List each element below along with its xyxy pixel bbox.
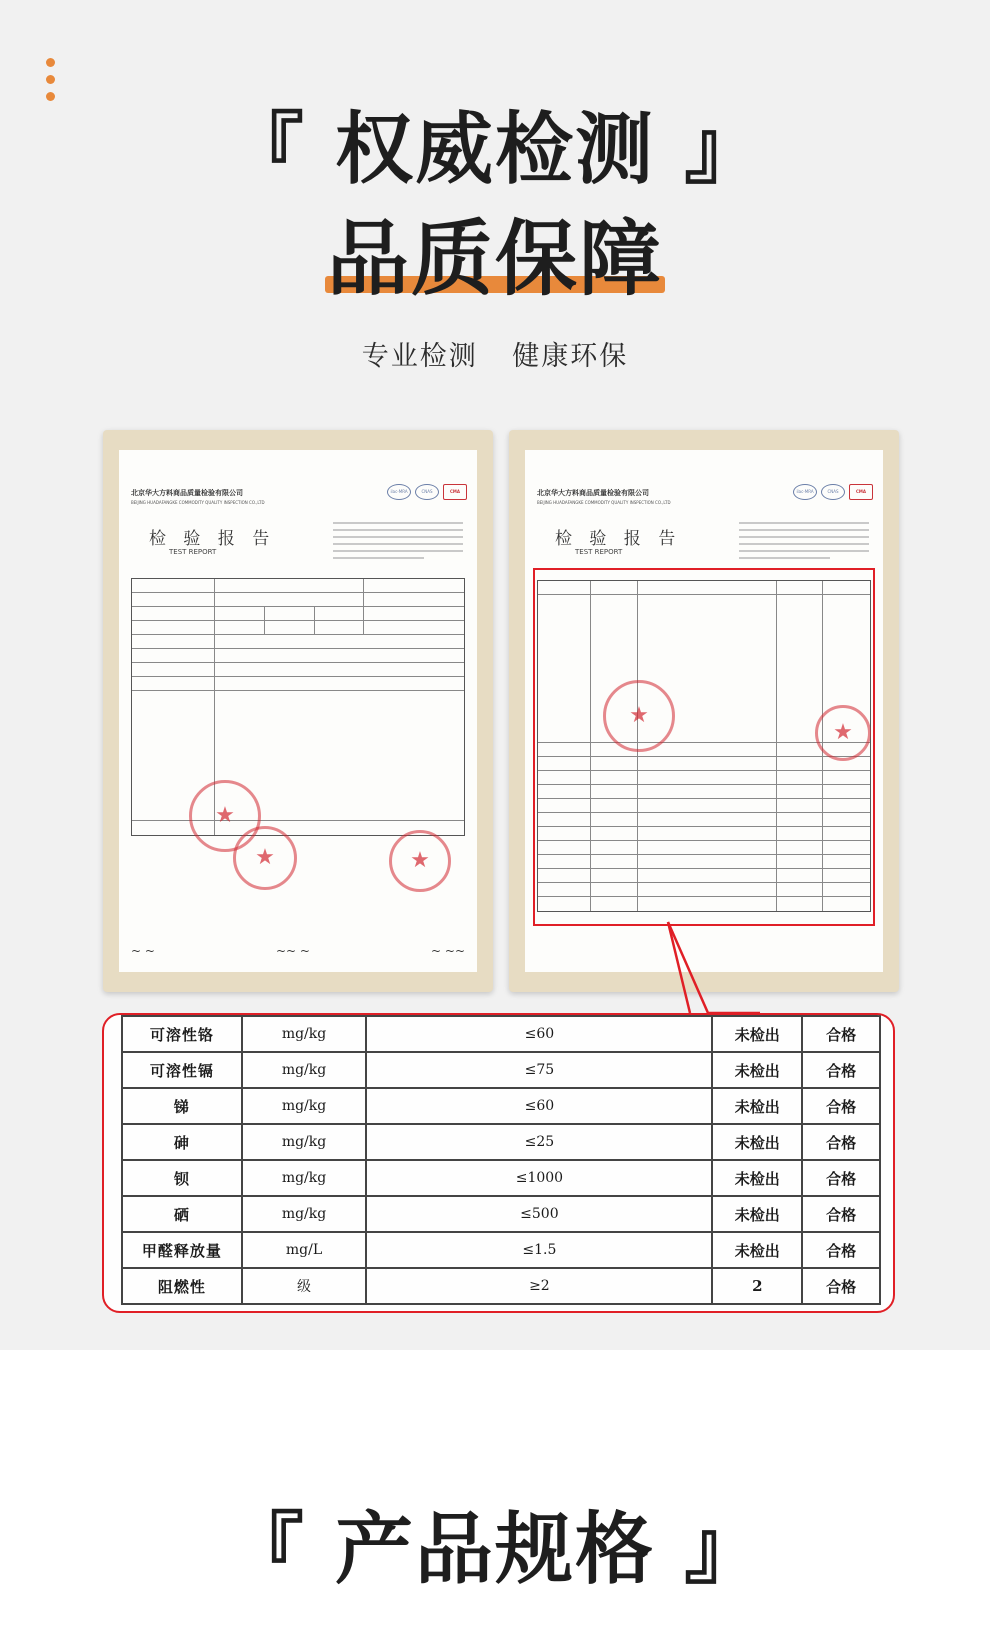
verdict-cell: 合格: [802, 1124, 880, 1160]
zoomed-results-panel: [102, 1013, 895, 1313]
report-summary-table: [131, 578, 465, 836]
result-cell: 未检出: [712, 1160, 802, 1196]
cnas-logo-icon: CNAS: [415, 484, 439, 500]
unit-cell: mg/kg: [242, 1196, 367, 1232]
table-row: [122, 1268, 880, 1304]
report-title: 检 验 报 告: [555, 529, 682, 549]
cnas-logo-icon: CNAS: [821, 484, 845, 500]
report-paper: [119, 450, 477, 972]
signature-icon: ~~ ~: [275, 944, 310, 958]
unit-cell: mg/L: [242, 1232, 367, 1268]
test-item-cell: 可溶性铬: [122, 1016, 242, 1052]
table-row: [122, 1088, 880, 1124]
zoomed-results-table: [121, 1015, 881, 1305]
result-cell: 未检出: [712, 1052, 802, 1088]
requirement-cell: ≤60: [366, 1016, 712, 1052]
test-item-cell: 甲醛释放量: [122, 1232, 242, 1268]
requirement-cell: ≤1.5: [366, 1232, 712, 1268]
verdict-cell: 合格: [802, 1268, 880, 1304]
table-row: [122, 1232, 880, 1268]
unit-cell: mg/kg: [242, 1160, 367, 1196]
ilac-logo-icon: ilac-MRA: [387, 484, 411, 500]
ilac-logo-icon: ilac-MRA: [793, 484, 817, 500]
result-cell: 未检出: [712, 1196, 802, 1232]
unit-cell: mg/kg: [242, 1052, 367, 1088]
report-title-en: TEST REPORT: [169, 548, 217, 556]
report-page-1-image: [103, 430, 493, 992]
verdict-cell: 合格: [802, 1196, 880, 1232]
certification-logos: [383, 484, 467, 500]
requirement-cell: ≤25: [366, 1124, 712, 1160]
unit-cell: mg/kg: [242, 1088, 367, 1124]
cma-logo-icon: CMA: [443, 484, 467, 500]
product-specs-title: 『 产品规格 』: [225, 1505, 765, 1595]
certification-logos: [789, 484, 873, 500]
report-page-3-image: [509, 430, 899, 992]
table-row: [122, 1016, 880, 1052]
signature-icon: ~ ~: [131, 944, 155, 958]
result-cell: 2: [712, 1268, 802, 1304]
official-seal-icon: ★: [603, 680, 675, 752]
verdict-cell: 合格: [802, 1088, 880, 1124]
test-item-cell: 锑: [122, 1088, 242, 1124]
tagline-part-1: 专业检测: [361, 341, 478, 372]
tagline-part-2: 健康环保: [512, 341, 629, 372]
report-address-block: [333, 522, 463, 564]
requirement-cell: ≤1000: [366, 1160, 712, 1196]
report-paper: [525, 450, 883, 972]
table-row: [122, 1124, 880, 1160]
requirement-cell: ≤60: [366, 1088, 712, 1124]
report-company-name-en: BEIJING HUADAFANGKE COMMODITY QUALITY INSPECTION CO.,LTD: [537, 500, 671, 505]
unit-cell: 级: [242, 1268, 367, 1304]
result-cell: 未检出: [712, 1016, 802, 1052]
test-item-cell: 阻燃性: [122, 1268, 242, 1304]
highlight-box: [533, 568, 875, 926]
report-title: 检 验 报 告: [149, 529, 276, 549]
requirement-cell: ≤500: [366, 1196, 712, 1232]
cma-logo-icon: CMA: [849, 484, 873, 500]
table-row: [122, 1160, 880, 1196]
result-cell: 未检出: [712, 1232, 802, 1268]
report-address-block: [739, 522, 869, 564]
unit-cell: mg/kg: [242, 1124, 367, 1160]
tagline: [0, 334, 990, 373]
official-seal-icon: ★: [389, 830, 451, 892]
verdict-cell: 合格: [802, 1016, 880, 1052]
result-cell: 未检出: [712, 1124, 802, 1160]
section-title: 『 权威检测 』: [225, 105, 765, 195]
test-item-cell: 钡: [122, 1160, 242, 1196]
verdict-cell: 合格: [802, 1232, 880, 1268]
report-signatures: [131, 944, 465, 958]
official-seal-icon: ★: [233, 826, 297, 890]
unit-cell: mg/kg: [242, 1016, 367, 1052]
verdict-cell: 合格: [802, 1160, 880, 1196]
requirement-cell: ≤75: [366, 1052, 712, 1088]
official-seal-icon: ★: [815, 705, 871, 761]
test-item-cell: 硒: [122, 1196, 242, 1232]
test-item-cell: 可溶性镉: [122, 1052, 242, 1088]
section-subtitle-heading: 品质保障: [326, 212, 663, 307]
report-company-name: 北京华大方料商品质量检验有限公司: [537, 489, 649, 497]
requirement-cell: ≥2: [366, 1268, 712, 1304]
signature-icon: ~ ~~: [431, 944, 465, 958]
verdict-cell: 合格: [802, 1052, 880, 1088]
table-row: [122, 1196, 880, 1232]
table-row: [122, 1052, 880, 1088]
test-item-cell: 砷: [122, 1124, 242, 1160]
report-company-name: 北京华大方料商品质量检验有限公司: [131, 489, 243, 497]
official-seal-icon: ★: [189, 780, 261, 852]
report-company-name-en: BEIJING HUADAFANGKE COMMODITY QUALITY INSPECTION CO.,LTD: [131, 500, 265, 505]
result-cell: 未检出: [712, 1088, 802, 1124]
report-title-en: TEST REPORT: [575, 548, 623, 556]
